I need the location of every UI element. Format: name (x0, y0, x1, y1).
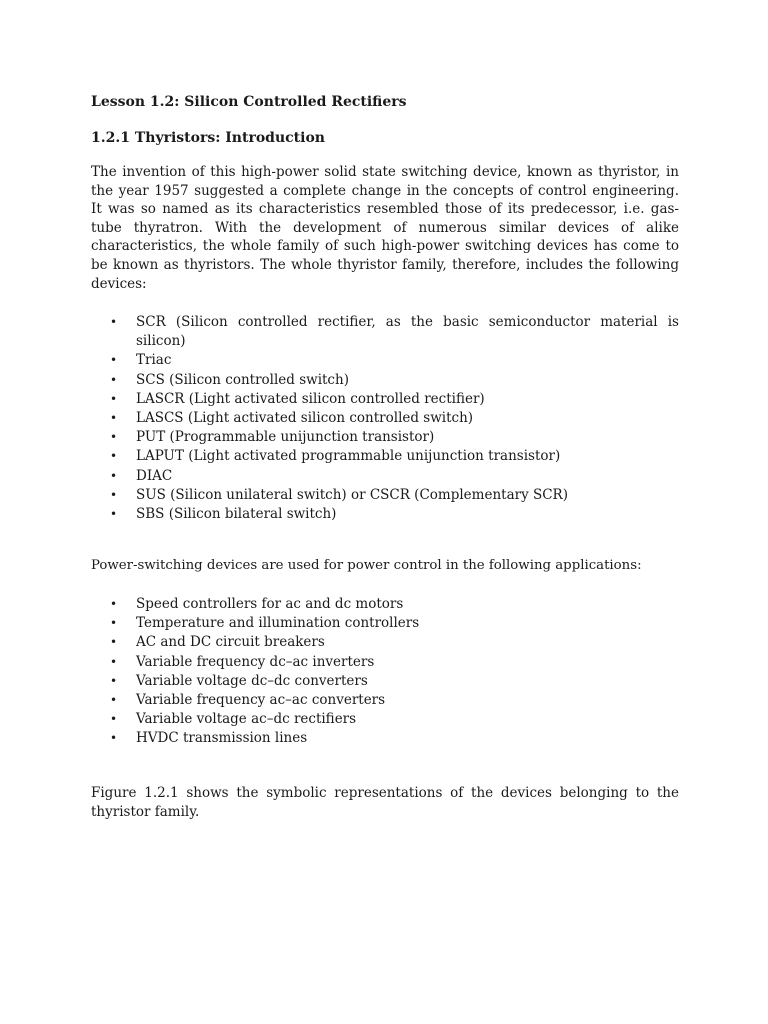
list-item: • LASCS (Light activated silicon controlled switch) (91, 409, 679, 428)
list-item: • AC and DC circuit breakers (91, 633, 679, 652)
bullet-icon: • (110, 712, 118, 727)
bullet-icon: • (110, 430, 118, 445)
list-item: • HVDC transmission lines (91, 729, 679, 748)
device-list (91, 313, 679, 524)
bullet-icon: • (110, 391, 118, 406)
list-item: • Variable voltage dc–dc converters (91, 672, 679, 691)
bullet-icon: • (110, 616, 118, 631)
bullet-icon: • (110, 635, 118, 650)
bullet-icon: • (110, 315, 118, 329)
figure-reference-paragraph: Figure 1.2.1 shows the symbolic representations of the devices belonging to the thyristor family. (91, 785, 679, 820)
list-item: • Variable frequency ac–ac converters (91, 691, 679, 710)
applications-list (91, 595, 679, 749)
bullet-icon: • (110, 597, 118, 611)
bullet-icon: • (110, 449, 118, 464)
bullet-icon: • (110, 693, 118, 708)
bullet-icon: • (110, 468, 118, 483)
bullet-icon: • (110, 673, 118, 688)
bullet-icon: • (110, 353, 118, 368)
list-item: • SBS (Silicon bilateral switch) (91, 505, 679, 524)
list-item: • Variable frequency dc–ac inverters (91, 653, 679, 672)
list-item: • PUT (Programmable unijunction transistor) (91, 428, 679, 447)
list-item: • DIAC (91, 467, 679, 486)
list-item: • Variable voltage ac–dc rectifiers (91, 710, 679, 729)
intro-paragraph: The invention of this high-power solid state switching device, known as thyristor, in the year 1957 suggested a complete change in the concepts of control engineering. It was so named as its characteristics resembled those of its predecessor, i.e. gas-tube thyratron. With the development of numerous similar devices of alike characteristics, the whole family of such high-power switching devices has come to be known as thyristors. The whole thyristor family, therefore, includes the following devices: (91, 164, 679, 292)
list-item: • Triac (91, 351, 679, 370)
list-item: • LASCR (Light activated silicon controlled rectifier) (91, 390, 679, 409)
list-item: • Temperature and illumination controllers (91, 614, 679, 633)
list-item: • LAPUT (Light activated programmable unijunction transistor) (91, 447, 679, 466)
list-item: • SUS (Silicon unilateral switch) or CSCR (Complementary SCR) (91, 486, 679, 505)
bullet-icon: • (110, 411, 118, 426)
list-item: • SCS (Silicon controlled switch) (91, 371, 679, 390)
applications-intro: Power-switching devices are used for power control in the following applications: (91, 558, 642, 573)
bullet-icon: • (110, 487, 118, 502)
bullet-icon: • (110, 372, 118, 387)
lesson-title: Lesson 1.2: Silicon Controlled Rectifiers (91, 94, 407, 110)
bullet-icon: • (110, 731, 118, 746)
bullet-icon: • (110, 654, 118, 669)
list-item: • SCR (Silicon controlled rectifier, as the basic semiconductor material is silicon) (110, 314, 679, 350)
section-title: 1.2.1 Thyristors: Introduction (91, 130, 325, 146)
list-item: • Speed controllers for ac and dc motors (91, 595, 679, 614)
bullet-icon: • (110, 507, 118, 522)
